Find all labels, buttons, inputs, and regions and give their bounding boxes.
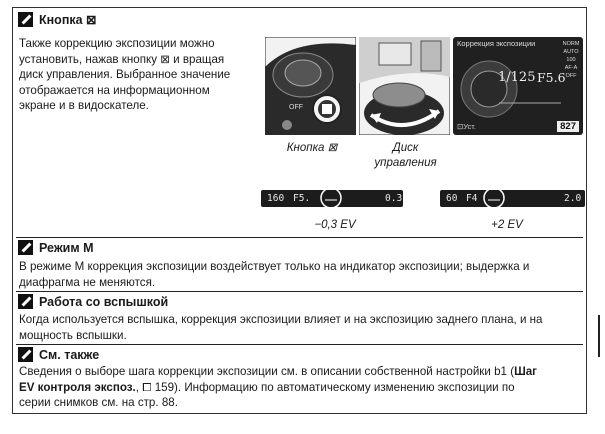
command-dial-photo [359, 37, 450, 135]
side-label: 100 [566, 57, 576, 63]
button-paragraph [19, 36, 230, 114]
menu-reference: Шаг [514, 365, 537, 378]
side-label: AUTO [563, 49, 579, 55]
section-divider [16, 291, 583, 292]
info-frame-count: 827 [557, 121, 579, 132]
vf-indicator-highlight [476, 182, 512, 210]
text-line [19, 364, 537, 380]
section-divider [16, 344, 583, 345]
side-label: OFF [565, 73, 577, 79]
info-shutter: 1/125 [498, 70, 536, 85]
caption-dial [358, 141, 453, 171]
section-heading-button [18, 12, 97, 27]
section-title: Кнопка ⊠ [39, 13, 97, 27]
vf-aperture: F5. [293, 193, 311, 204]
section-title: См. также [39, 347, 100, 362]
caption-dial-line: управления [374, 157, 437, 169]
text-line: Когда используется вспышка, коррекция экспозиции влияет и на экспозицию заднего плана, и на [19, 313, 543, 326]
vf-shutter: 60 [446, 193, 458, 204]
side-label: AF-A [564, 65, 578, 71]
vf-aperture: F4 [466, 193, 478, 204]
flash-paragraph [19, 312, 543, 343]
info-side-column [562, 40, 580, 80]
text-line: диафрагма не меняются. [19, 275, 156, 289]
viewfinder-strip-left [261, 190, 403, 207]
note-pencil-icon [18, 12, 33, 27]
note-pencil-icon [18, 294, 33, 309]
vf-value: 2.0 [564, 193, 582, 204]
section-heading-see-also [18, 347, 99, 362]
svg-text:OFF: OFF [289, 104, 303, 111]
text-run: , ⧠ 159). Информацию по автоматическому изменению экспозиции по [135, 380, 515, 394]
text-line: В режиме M коррекция экспозиции воздействует только на индикатор экспозиции; выдержка и [19, 260, 530, 273]
text-line: отображается на информационном [19, 83, 210, 97]
caption-minus-ev: −0,3 EV [314, 219, 356, 231]
text-line: серии снимков см. на стр. 88. [19, 396, 178, 410]
margin-bar [598, 315, 600, 357]
text-line: Также коррекцию экспозиции можно [19, 37, 215, 50]
note-pencil-icon [18, 347, 33, 362]
note-pencil-icon [18, 240, 33, 255]
caption-button: Кнопка ⊠ [286, 142, 338, 154]
mode-m-paragraph [19, 259, 529, 290]
section-divider [16, 237, 583, 238]
text-line: мощность вспышки. [19, 328, 127, 342]
text-line: установить, нажав кнопку ⊠ и вращая [19, 52, 225, 66]
vf-value: 0.3 [385, 193, 403, 204]
info-aperture: F5.6 [537, 70, 566, 85]
side-label: NORM [562, 41, 580, 47]
section-title: Работа со вспышкой [39, 294, 169, 309]
caption-plus-ev: +2 EV [491, 219, 523, 231]
text-run: Сведения о выборе шага коррекции экспозиции см. в описании собственной настройки b1 ( [19, 365, 515, 378]
text-line [19, 380, 537, 396]
caption-dial-line: Диск [392, 142, 419, 154]
vf-indicator-highlight [313, 182, 349, 210]
section-heading-mode-m [18, 240, 94, 255]
menu-reference: EV контроля экспоз. [19, 380, 136, 394]
text-line: экране и в видоскателе. [19, 99, 149, 113]
info-screen [453, 37, 583, 135]
section-title: Режим M [39, 240, 94, 255]
text-line: диск управления. Выбранное значение [19, 68, 231, 82]
section-heading-flash [18, 294, 168, 309]
info-footer: ⊡Уст. [457, 122, 476, 131]
vf-shutter: 160 [267, 193, 285, 204]
viewfinder-strip-right [440, 190, 585, 207]
info-title: Коррекция экспозиции [457, 39, 536, 48]
exposure-button-photo [265, 37, 356, 135]
see-also-paragraph [19, 364, 537, 411]
